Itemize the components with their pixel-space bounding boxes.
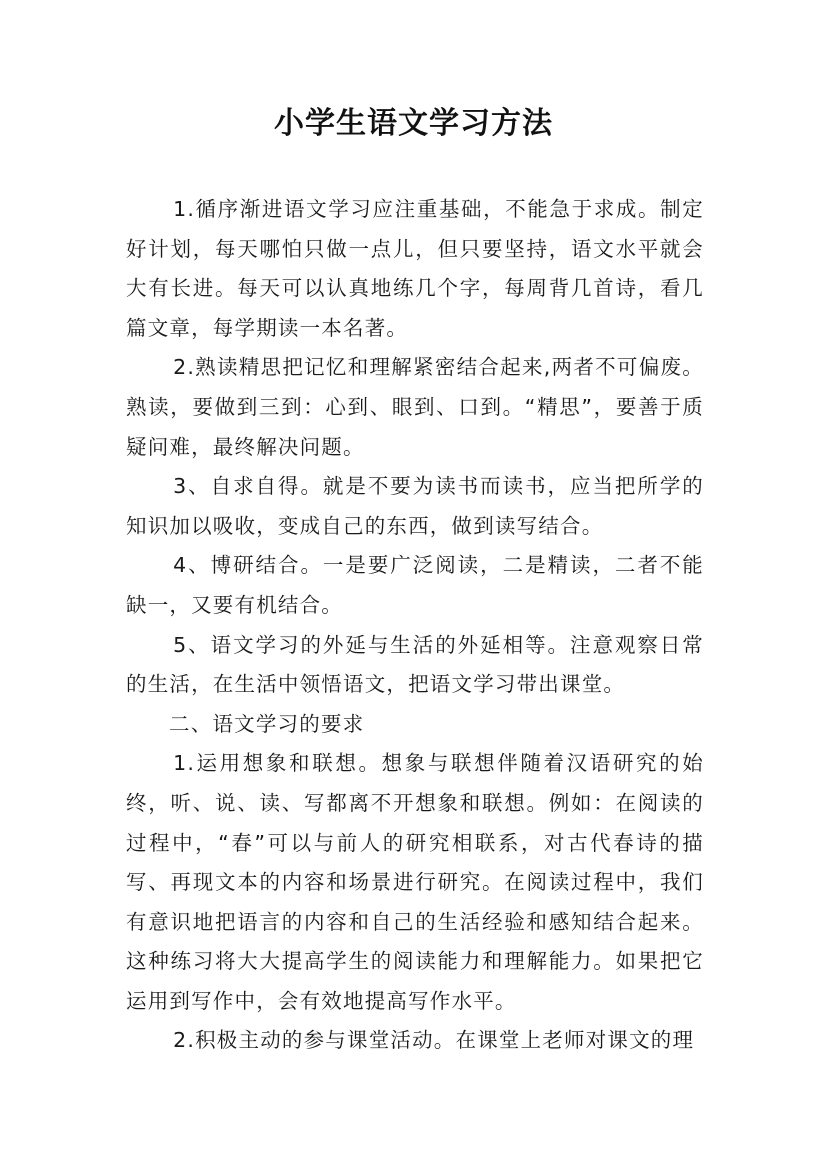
paragraph-self-learning: 3、自求自得。就是不要为读书而读书，应当把所学的知识加以吸收，变成自己的东西，做到读写结合。 [126, 474, 704, 538]
paragraph-imagination: 1.运用想象和联想。想象与联想伴随着汉语研究的始终，听、说、读、写都离不开想象和联想。例如：在阅读的过程中，“春”可以与前人的研究相联系，对古代春诗的描写、再现文本的内容和场景进行研究。在阅读过程中，我们有意识地把语言的内容和自己的生活经验和感知结合起来。这种练习将大大提高学生的阅读能力和理解能力。如果把它运用到写作中，会有效地提高写作水平。 [126, 751, 704, 1013]
document-body [126, 190, 704, 1061]
document-title: 小学生语文学习方法 [274, 106, 553, 141]
section-heading-requirements: 二、语文学习的要求 [169, 711, 365, 736]
paragraph-gradual-progress: 1.循序渐进语文学习应注重基础，不能急于求成。制定好计划，每天哪怕只做一点儿，但只要坚持，语文水平就会大有长进。每天可以认真地练几个字，每周背几首诗，看几篇文章，每学期读一本名著。 [126, 197, 704, 340]
paragraph-life-extension: 5、语文学习的外延与生活的外延相等。注意观察日常的生活，在生活中领悟语文，把语文学习带出课堂。 [126, 632, 704, 697]
paragraph-read-and-think: 2.熟读精思把记忆和理解紧密结合起来,两者不可偏废。熟读，要做到三到：心到、眼到、口到。“精思”，要善于质疑问难，最终解决问题。 [126, 355, 704, 459]
paragraph-broad-and-deep: 4、博研结合。一是要广泛阅读，二是精读，二者不能缺一，又要有机结合。 [126, 553, 704, 617]
paragraph-class-participation: 2.积极主动的参与课堂活动。在课堂上老师对课文的理 [173, 1028, 695, 1053]
